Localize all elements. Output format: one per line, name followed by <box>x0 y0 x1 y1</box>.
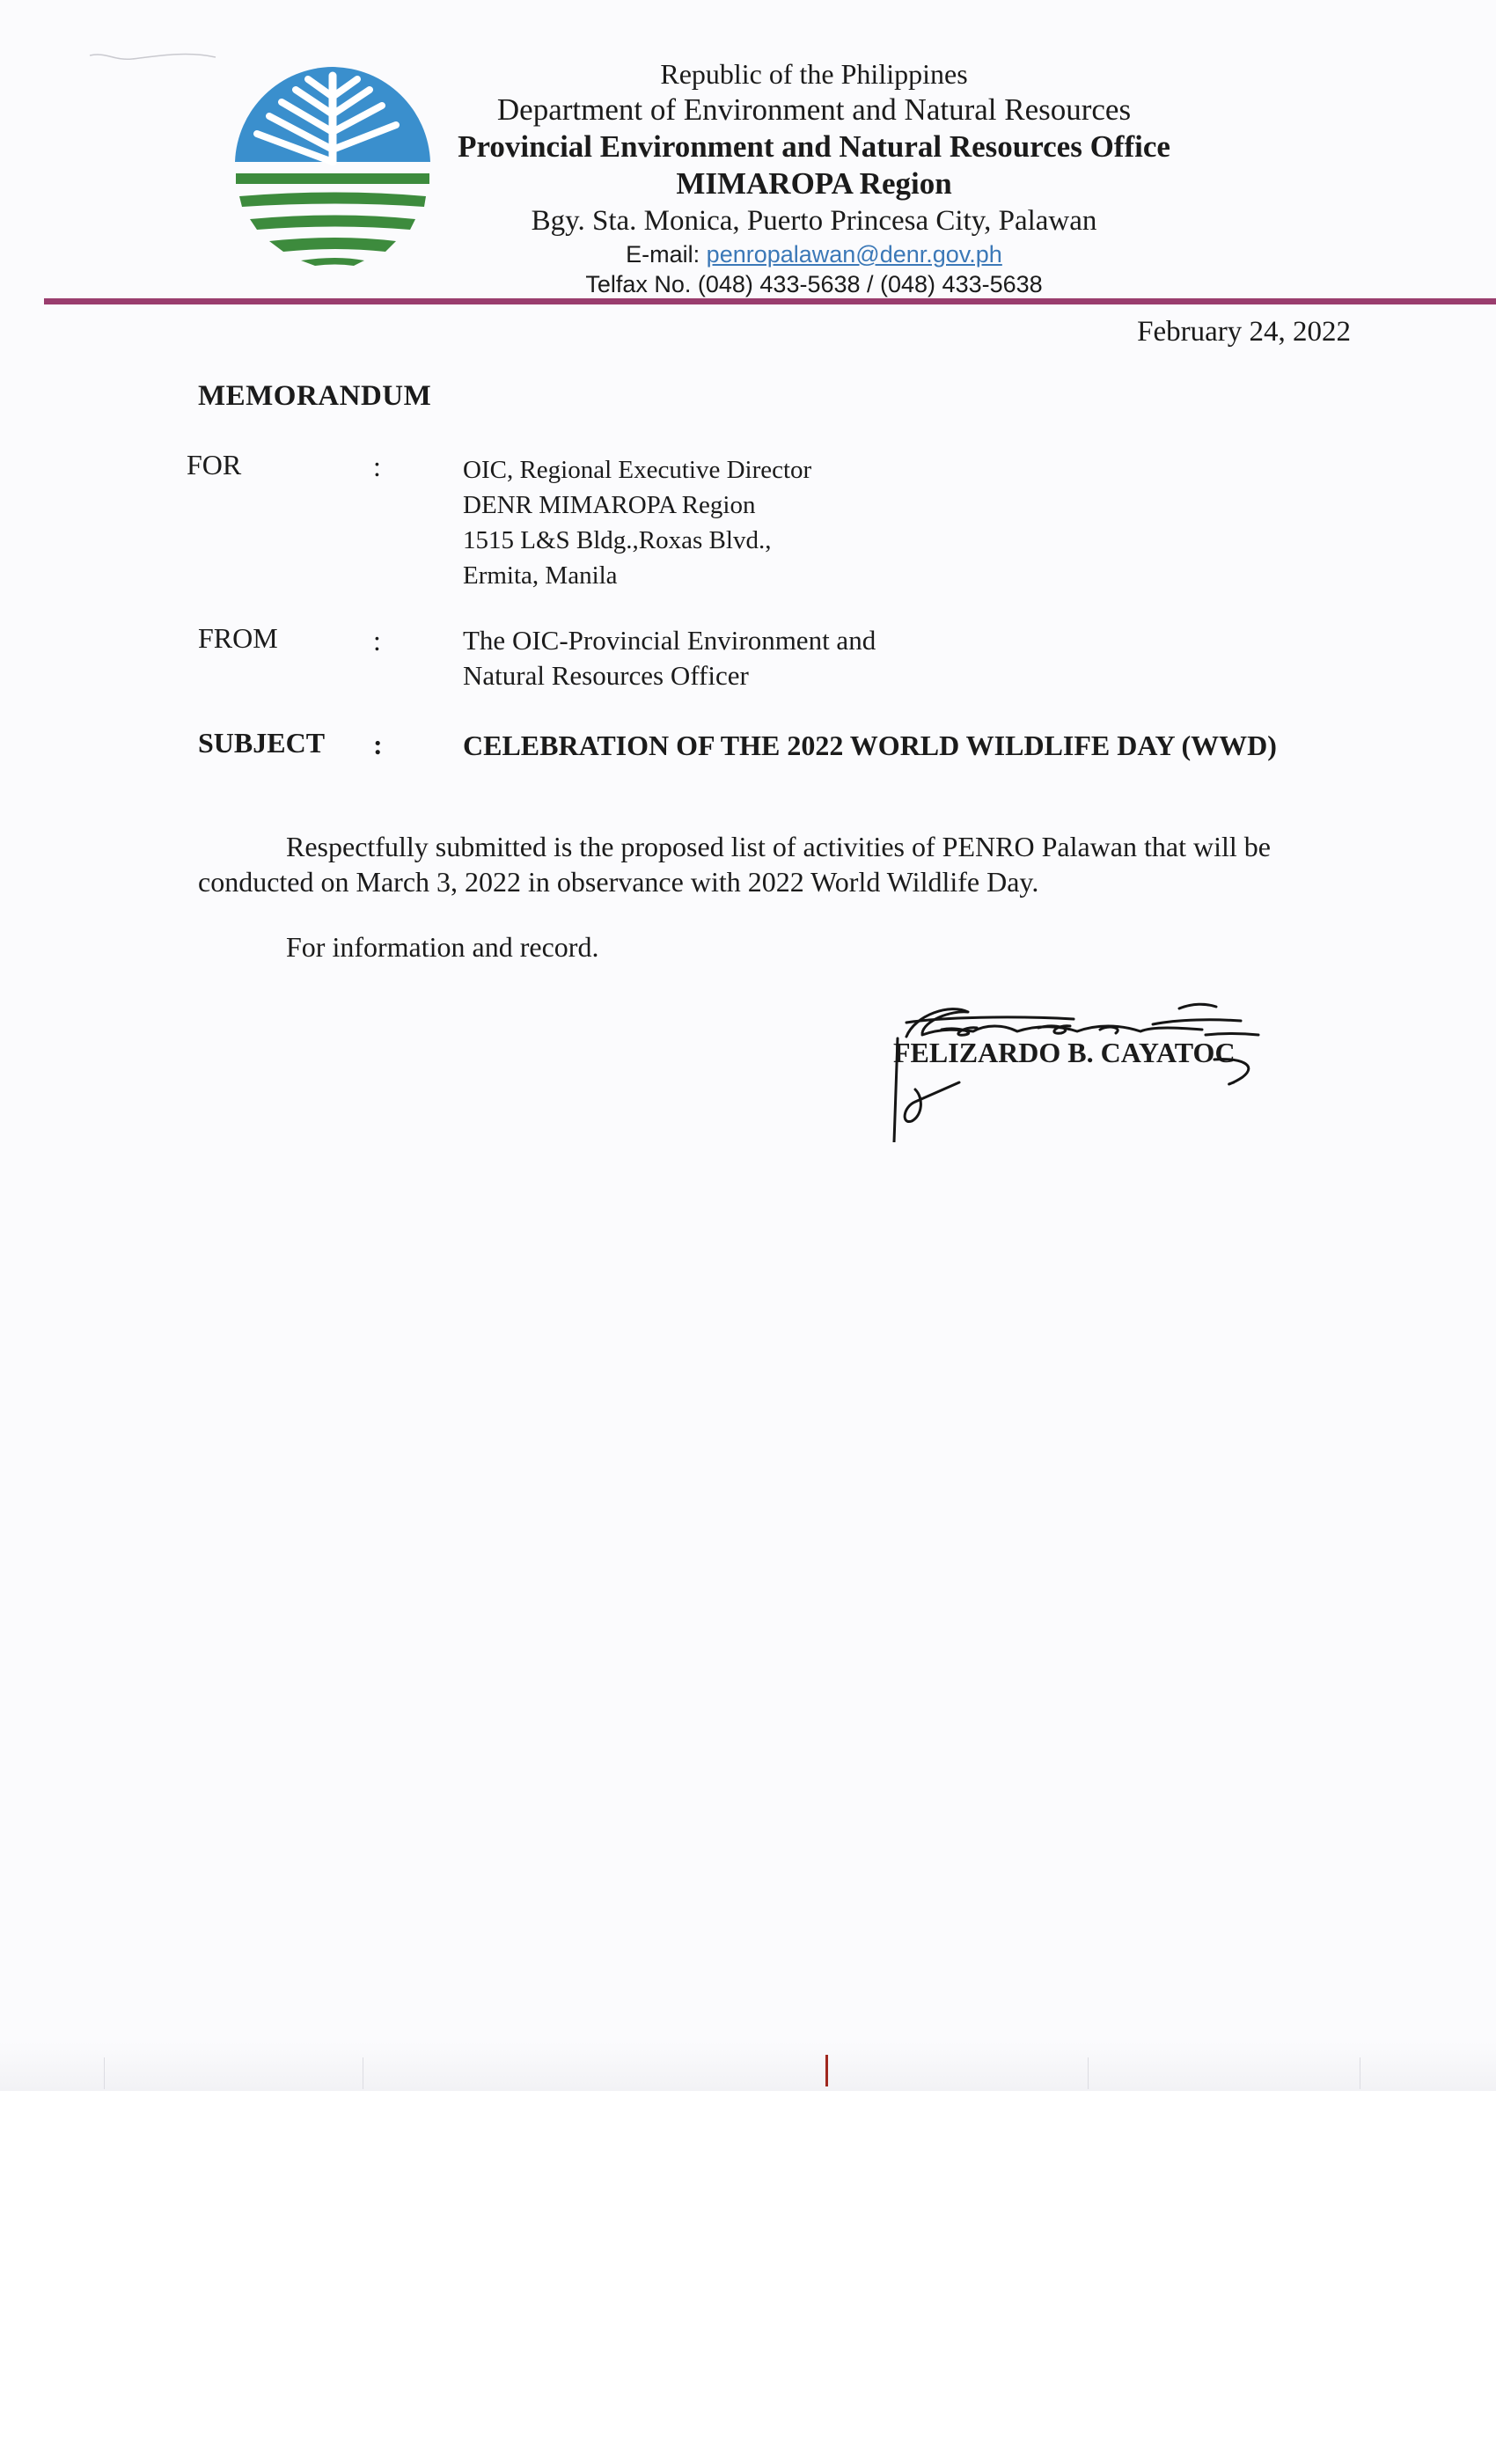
from-label: FROM <box>198 622 278 654</box>
scan-pen-mark-icon <box>88 48 220 66</box>
letterhead-telfax: Telfax No. (048) 433-5638 / (048) 433-5638 <box>585 271 1043 297</box>
for-label: FOR <box>187 449 242 480</box>
from-colon: : <box>373 625 381 656</box>
letterhead-address: Bgy. Sta. Monica, Puerto Princesa City, Palawan <box>531 205 1097 237</box>
letterhead-republic: Republic of the Philippines <box>660 58 968 90</box>
signatory-name: FELIZARDO B. CAYATOC <box>893 1037 1236 1068</box>
letterhead-office: Provincial Environment and Natural Resources Office <box>458 129 1170 164</box>
from-line: Natural Resources Officer <box>463 660 749 691</box>
scan-edge-line <box>1088 2057 1089 2089</box>
scan-edge-line <box>104 2057 105 2089</box>
email-label: E-mail: <box>626 241 707 268</box>
subject-label: SUBJECT <box>198 727 326 759</box>
memo-body: Respectfully submitted is the proposed list of activities of PENRO Palawan that will be conducted on March 3, 2022 in observance with 2022 World Wildlife Day. <box>198 831 1271 898</box>
letterhead <box>405 56 1223 299</box>
for-value <box>463 452 811 593</box>
memo-date: February 24, 2022 <box>1137 316 1351 348</box>
letterhead-department: Department of Environment and Natural Resources <box>496 92 1132 127</box>
memo-title: MEMORANDUM <box>198 380 432 412</box>
subject-colon: : <box>373 729 383 760</box>
for-colon: : <box>373 451 381 482</box>
scan-bottom-edge <box>0 2042 1496 2091</box>
email-link[interactable]: penropalawan@denr.gov.ph <box>706 241 1002 268</box>
for-line: OIC, Regional Executive Director <box>463 456 812 484</box>
subject-value: CELEBRATION OF THE 2022 WORLD WILDLIFE DAY (WWD) <box>463 730 1277 761</box>
for-line: DENR MIMAROPA Region <box>463 491 756 519</box>
from-value <box>463 623 876 693</box>
for-line: Ermita, Manila <box>463 561 618 590</box>
letterhead-region: MIMAROPA Region <box>676 166 952 201</box>
letterhead-rule <box>44 298 1496 304</box>
for-line: 1515 L&S Bldg.,Roxas Blvd., <box>463 526 772 554</box>
scan-edge-mark <box>825 2055 828 2086</box>
from-line: The OIC-Provincial Environment and <box>463 625 876 656</box>
letterhead-email-line <box>405 239 1223 269</box>
memo-closing: For information and record. <box>286 931 599 963</box>
handwritten-signature-icon <box>889 984 1311 1142</box>
